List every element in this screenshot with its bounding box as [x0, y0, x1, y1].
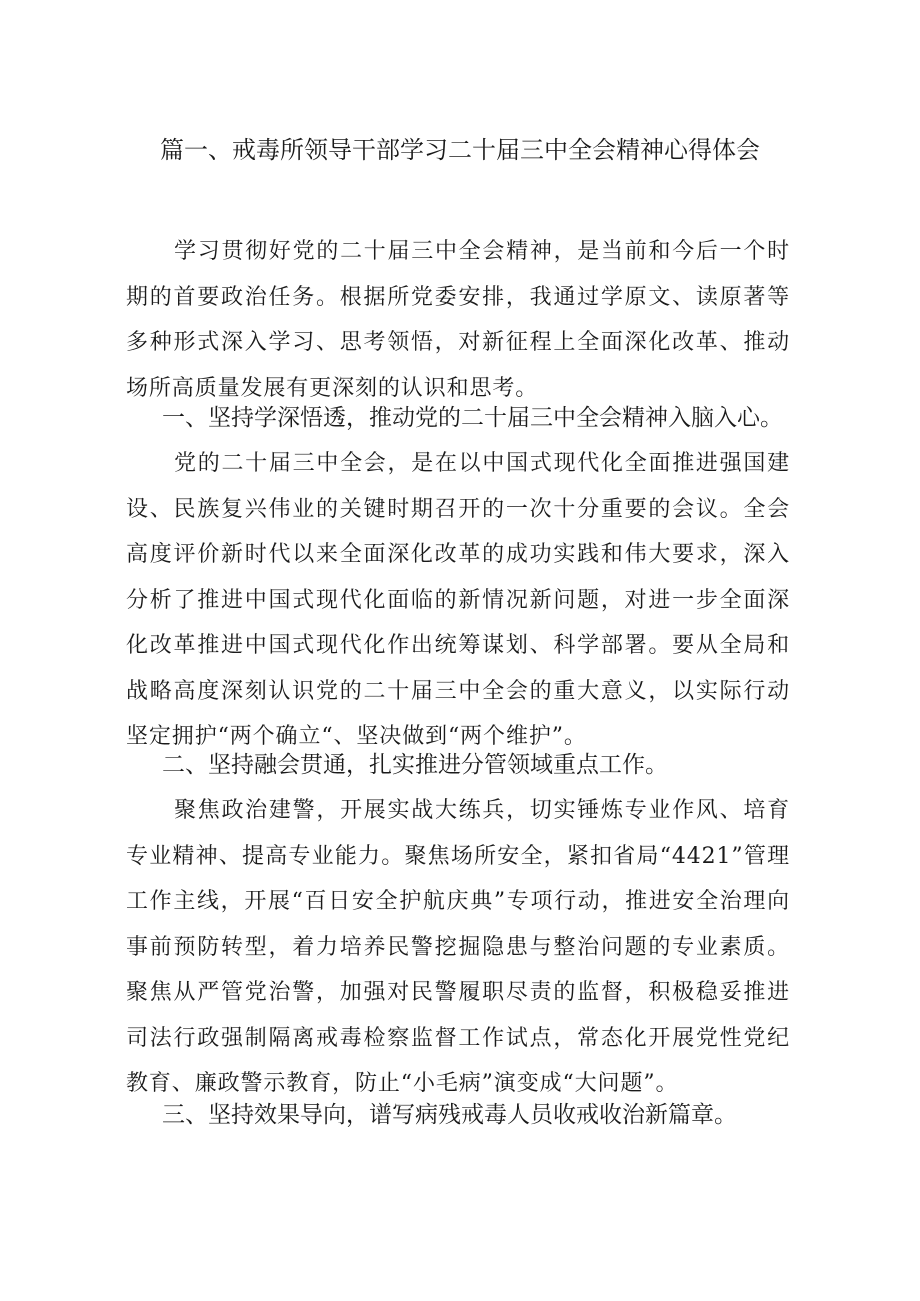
section-2	[126, 742, 790, 1107]
section-3	[126, 1092, 790, 1138]
section-1	[126, 395, 790, 760]
section-2-body: 聚焦政治建警，开展实战大练兵，切实锤炼专业作风、培育专业精神、提高专业能力。聚焦场所安全，紧扣省局“4421”管理工作主线，开展“百日安全护航庆典”专项行动，推进安全治理向事前预防转型，着力培养民警挖掘隐患与整治问题的专业素质。聚焦从严管党治警，加强对民警履职尽责的监督，积极稳妥推进司法行政强制隔离戒毒检察监督工作试点，常态化开展党性党纪教育、廉政警示教育，防止“小毛病”演变成“大问题”。	[126, 798, 790, 1096]
section-1-heading: 一、坚持学深悟透，推动党的二十届三中全会精神入脑入心。	[162, 405, 783, 431]
section-3-heading: 三、坚持效果导向，谱写病残戒毒人员收戒收治新篇章。	[162, 1102, 737, 1128]
document-title: 篇一、戒毒所领导干部学习二十届三中全会精神心得体会	[160, 136, 760, 164]
intro-paragraph: 学习贯彻好党的二十届三中全会精神，是当前和今后一个时期的首要政治任务。根据所党委安排，我通过学原文、读原著等多种形式深入学习、思考领悟，对新征程上全面深化改革、推动场所高质量发展有更深刻的认识和思考。	[126, 239, 790, 401]
intro-block	[126, 229, 790, 411]
section-1-body: 党的二十届三中全会，是在以中国式现代化全面推进强国建设、民族复兴伟业的关键时期召开的一次十分重要的会议。全会高度评价新时代以来全面深化改革的成功实践和伟大要求，深入分析了推进中国式现代化面临的新情况新问题，对进一步全面深化改革推进中国式现代化作出统筹谋划、科学部署。要从全局和战略高度深刻认识党的二十届三中全会的重大意义，以实际行动坚定拥护“两个确立“、坚决做到“两个维护”。	[126, 451, 790, 749]
section-2-heading: 二、坚持融会贯通，扎实推进分管领域重点工作。	[162, 752, 668, 778]
